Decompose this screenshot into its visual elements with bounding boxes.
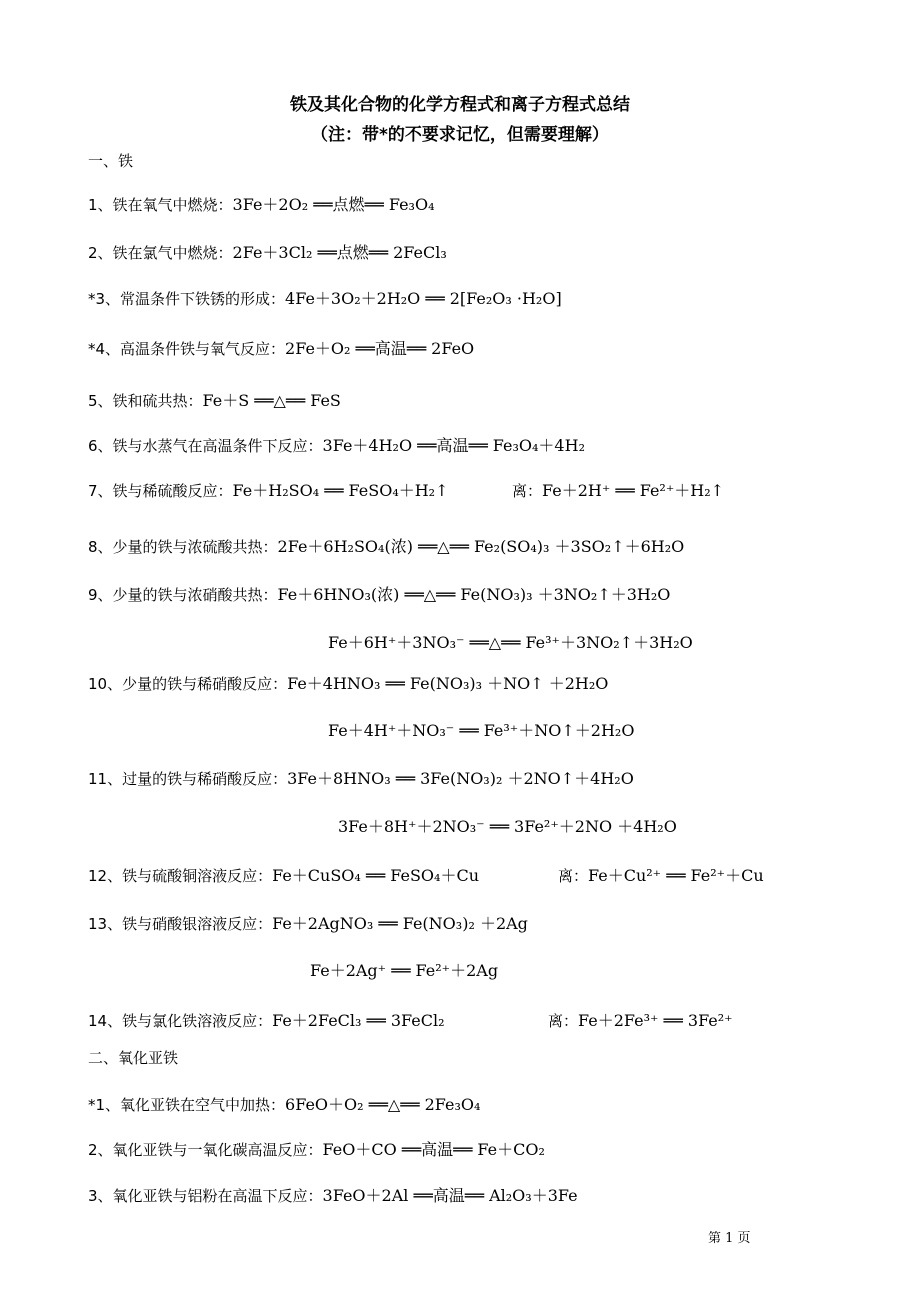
item-label: *4、高温条件铁与氧气反应： <box>88 340 286 358</box>
item-label: 5、铁和硫共热： <box>88 392 203 410</box>
list-item <box>88 1094 480 1116</box>
list-item <box>88 1139 545 1161</box>
item-label: 3、氧化亚铁与铝粉在高温下反应： <box>88 1187 323 1205</box>
list-item <box>88 768 634 790</box>
section-heading-ferrous-oxide: 二、氧化亚铁 <box>88 1049 179 1067</box>
page-number: 第 1 页 <box>708 1231 751 1246</box>
item-label: 1、铁在氧气中燃烧： <box>88 196 233 214</box>
ionic-equation <box>512 480 724 502</box>
equation: 4Fe＋3O₂＋2H₂O ══ 2[Fe₂O₃ ·H₂O] <box>285 289 562 308</box>
equation: 2Fe＋6H₂SO₄(浓) ══△══ Fe₂(SO₄)₃ ＋3SO₂↑＋6H₂O <box>277 537 685 556</box>
equation: 2Fe＋3Cl₂ ══点燃══ 2FeCl₃ <box>232 243 447 262</box>
item-label: 6、铁与水蒸气在高温条件下反应： <box>88 437 323 455</box>
equation: Fe＋CuSO₄ ══ FeSO₄＋Cu <box>272 866 480 885</box>
item-label: 12、铁与硫酸铜溶液反应： <box>88 867 273 885</box>
item-label: 14、铁与氯化铁溶液反应： <box>88 1012 273 1030</box>
equation: Fe＋2FeCl₃ ══ 3FeCl₂ <box>272 1011 445 1030</box>
item-label: 2、氧化亚铁与一氧化碳高温反应： <box>88 1141 323 1159</box>
equation: FeO＋CO ══高温══ Fe＋CO₂ <box>322 1140 545 1159</box>
list-item <box>88 338 474 360</box>
page-title: 铁及其化合物的化学方程式和离子方程式总结 <box>290 95 630 115</box>
list-item <box>88 1010 445 1032</box>
equation: Fe＋2Fe³⁺ ══ 3Fe²⁺ <box>578 1011 733 1030</box>
equation: Fe＋2H⁺ ══ Fe²⁺＋H₂↑ <box>542 481 725 500</box>
ionic-label: 离： <box>548 1012 579 1030</box>
item-label: 8、少量的铁与浓硫酸共热： <box>88 538 278 556</box>
ionic-equation <box>558 865 764 887</box>
equation: Fe＋4HNO₃ ══ Fe(NO₃)₃ ＋NO↑ ＋2H₂O <box>287 674 609 693</box>
list-item <box>88 673 608 695</box>
equation: 2Fe＋O₂ ══高温══ 2FeO <box>285 339 475 358</box>
list-item <box>88 913 528 935</box>
ionic-equation: Fe＋4H⁺＋NO₃⁻ ══ Fe³⁺＋NO↑＋2H₂O <box>328 721 635 740</box>
equation: 3Fe＋2O₂ ══点燃══ Fe₃O₄ <box>232 195 435 214</box>
item-label: *3、常温条件下铁锈的形成： <box>88 290 286 308</box>
list-item <box>88 435 585 457</box>
equation: Fe＋Cu²⁺ ══ Fe²⁺＋Cu <box>588 866 764 885</box>
equation: Fe＋2AgNO₃ ══ Fe(NO₃)₂ ＋2Ag <box>272 914 528 933</box>
ionic-label: 离： <box>512 482 543 500</box>
list-item <box>88 865 479 887</box>
equation: 6FeO＋O₂ ══△══ 2Fe₃O₄ <box>285 1095 481 1114</box>
item-label: 13、铁与硝酸银溶液反应： <box>88 915 273 933</box>
item-label: 10、少量的铁与稀硝酸反应： <box>88 675 288 693</box>
page-subtitle: （注：带*的不要求记忆，但需要理解） <box>311 125 609 145</box>
equation: Fe＋6HNO₃(浓) ══△══ Fe(NO₃)₃ ＋3NO₂↑＋3H₂O <box>277 585 671 604</box>
section-heading-iron: 一、铁 <box>88 152 134 170</box>
item-label: 2、铁在氯气中燃烧： <box>88 244 233 262</box>
item-label: 9、少量的铁与浓硝酸共热： <box>88 586 278 604</box>
ionic-equation: 3Fe＋8H⁺＋2NO₃⁻ ══ 3Fe²⁺＋2NO ＋4H₂O <box>338 817 677 836</box>
list-item <box>88 242 447 264</box>
list-item <box>88 584 670 606</box>
item-label: *1、氧化亚铁在空气中加热： <box>88 1096 286 1114</box>
list-item <box>88 288 562 310</box>
ionic-equation <box>548 1010 733 1032</box>
equation: Fe＋S ══△══ FeS <box>202 391 341 410</box>
list-item <box>88 390 341 412</box>
ionic-equation: Fe＋6H⁺＋3NO₃⁻ ══△══ Fe³⁺＋3NO₂↑＋3H₂O <box>328 633 693 652</box>
list-item <box>88 194 434 216</box>
list-item <box>88 1185 578 1207</box>
item-label: 11、过量的铁与稀硝酸反应： <box>88 770 288 788</box>
equation: 3FeO＋2Al ══高温══ Al₂O₃＋3Fe <box>322 1186 578 1205</box>
equation: 3Fe＋4H₂O ══高温══ Fe₃O₄＋4H₂ <box>322 436 585 455</box>
list-item <box>88 480 449 502</box>
ionic-equation: Fe＋2Ag⁺ ══ Fe²⁺＋2Ag <box>310 961 499 980</box>
item-label: 7、铁与稀硫酸反应： <box>88 482 233 500</box>
ionic-label: 离： <box>558 867 589 885</box>
equation: Fe＋H₂SO₄ ══ FeSO₄＋H₂↑ <box>232 481 449 500</box>
equation: 3Fe＋8HNO₃ ══ 3Fe(NO₃)₂ ＋2NO↑＋4H₂O <box>287 769 634 788</box>
list-item <box>88 536 684 558</box>
